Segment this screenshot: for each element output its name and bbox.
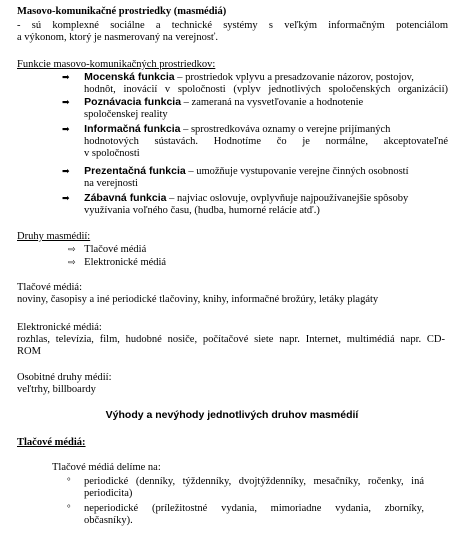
periodical-item-cont: periodicita) [84,488,133,499]
function-desc: – umožňuje vystupovanie verejne činných osobností [185,166,409,177]
function-name: Mocenská funkcia [84,71,175,83]
function-desc-cont: v spoločnosti [84,148,140,159]
function-desc: – najviac oslovuje, ovplyvňuje najpoužívanejšie spôsoby [166,193,409,204]
electronic-media-label: Elektronické médiá: [17,322,102,333]
print-media-text: noviny, časopisy a iné periodické tlačoviny, knihy, informačné brožúry, letáky plagáty [17,294,379,305]
function-desc: – sprostredkováva oznamy o verejne prijímaných [180,124,391,135]
print-media-label: Tlačové médiá: [17,282,83,293]
functions-item-3 [62,124,390,136]
function-desc: – prostriedok vplyvu a presadzovanie názorov, postojov, [174,72,414,83]
types-item-1: ⇨ Tlačové médiá [68,244,147,255]
section-title-mass-media: Masovo-komunikačné prostriedky (masmédiá) [17,6,227,17]
print-media-subheading: Tlačové médiá: [17,437,86,448]
non-periodical-item-cont: občasníky). [84,515,133,526]
functions-item-5 [62,193,408,205]
special-media-text: veľtrhy, billboardy [17,384,96,395]
functions-item-1 [62,72,414,84]
outline-arrow-icon: ⇨ [68,245,76,255]
degree-bullet-icon: ° [67,503,71,513]
intro-line-1: - sú komplexné sociálne a technické systémy s veľkým informačným potenciálom [17,20,448,31]
bold-arrow-icon: ➡ [62,73,70,83]
function-desc-cont: hodnôt, inovácií v spoločnosti (vplyv jednotlivých spoločenských organizácií) [84,84,448,95]
advantages-heading: Výhody a nevýhody jednotlivých druhov masmédií [105,409,359,421]
outline-arrow-icon: ⇨ [68,258,76,268]
electronic-media-text-cont: ROM [17,346,41,357]
special-media-label: Osobitné druhy médií: [17,372,112,383]
function-name: Zábavná funkcia [84,192,167,204]
types-heading: Druhy masmédií: [17,231,91,242]
functions-item-4 [62,166,409,178]
electronic-media-text: rozhlas, televízia, film, hudobné nosiče, počítačové siete napr. Internet, multimédiá napr. CD- [17,334,445,345]
function-desc-cont: využívania voľného času, (hudba, humorné relácie atď.) [84,205,320,216]
print-media-division: Tlačové médiá delíme na: [52,462,161,473]
functions-heading: Funkcie masovo-komunikačných prostriedkov: [17,59,216,70]
function-desc: – zameraná na vysvetľovanie a hodnotenie [181,97,364,108]
function-name: Prezentačná funkcia [84,165,186,177]
degree-bullet-icon: ° [67,476,71,486]
function-name: Informačná funkcia [84,123,181,135]
non-periodical-item: neperiodické (príležitostné vydania, mimoriadne vydania, zborníky, [84,503,424,514]
functions-item-2 [62,97,363,109]
types-item-2: ⇨ Elektronické médiá [68,257,167,268]
bold-arrow-icon: ➡ [62,98,70,108]
function-name: Poznávacia funkcia [84,96,182,108]
bold-arrow-icon: ➡ [62,125,70,135]
bold-arrow-icon: ➡ [62,194,70,204]
intro-line-2: a výkonom, ktorý je nasmerovaný na verejnosť. [17,32,219,43]
function-desc-cont: hodnotových sústavách. Hodnotíme čo je normálne, akceptovateľné [84,136,448,147]
bold-arrow-icon: ➡ [62,167,70,177]
function-desc-cont: na verejnosti [84,178,138,189]
function-desc-cont: spoločenskej reality [84,109,168,120]
periodical-item: periodické (denníky, týždenníky, dvojtýždenníky, mesačníky, ročenky, iná [84,476,424,487]
